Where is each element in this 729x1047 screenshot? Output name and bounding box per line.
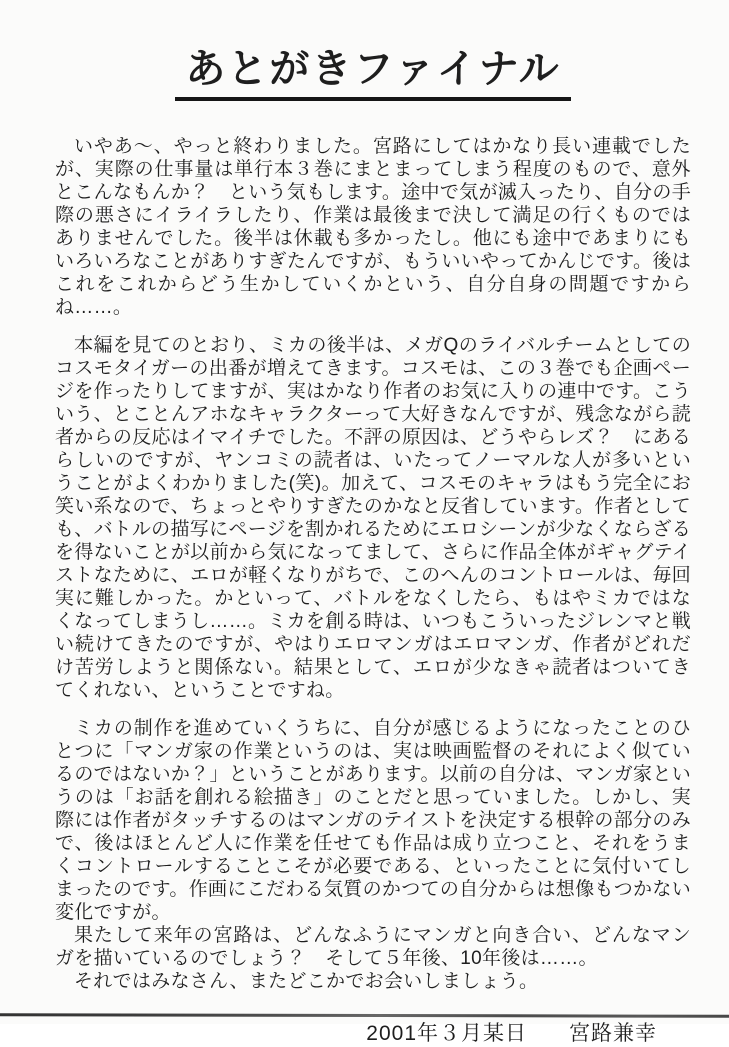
title-block xyxy=(55,46,691,101)
paragraph-group xyxy=(55,135,691,319)
page-title: あとがきファイナル xyxy=(175,46,570,101)
paragraph-group xyxy=(55,717,691,993)
body-paragraph: いやあ～、やっと終わりました。宮路にしてはかなり長い連載でしたが、実際の仕事量は単行本３巻にまとまってしまう程度のもので、意外とこんなもんか？ という気もします。途中で気が滅入ったり、自分の手際の悪さにイライラしたり、作業は最後まで決して満足の行くものではありませんでした。後半は休載も多かったし。他にも途中であまりにもいろいろなことがありすぎたんですが、もういいやってかんじです。後はこれをこれからどう生かしていくかという、自分自身の問題ですからね……。 xyxy=(55,136,691,318)
body-paragraph: 果たして来年の宮路は、どんなふうにマンガと向き合い、どんなマンガを描いているのでしょう？ そして５年後、10年後は……。 xyxy=(55,925,691,969)
signature-author: 宮路兼幸 xyxy=(569,1022,657,1045)
afterword-body xyxy=(55,135,691,993)
body-paragraph: ミカの制作を進めていくうちに、自分が感じるようになったことのひとつに「マンガ家の作業というのは、実は映画監督のそれによく似ているのではないか？」ということがあります。以前の自分は、マンガ家というのは「お話を創れる絵描き」のことだと思っていました。しかし、実際には作者がタッチするのはマンガのテイストを決定する根幹の部分のみで、後はほとんど人に作業を任せても作品は成り立つこと、それをうまくコントロールすることこそが必要である、といったことに気付いてしまったのです。作画にこだわる気質のかつての自分からは想像もつかない変化ですが。 xyxy=(55,718,691,923)
body-paragraph: それではみなさん、またどこかでお会いしましょう。 xyxy=(74,971,539,992)
signature-line xyxy=(55,1017,691,1047)
body-paragraph: 本編を見てのとおり、ミカの後半は、メガQのライバルチームとしてのコスモタイガーの出番が増えてきます。コスモは、この３巻でも企画ページを作ったりしてますが、実はかなり作者のお気に入りの連中です。こういう、とことんアホなキャラクターって大好きなんですが、残念ながら読者からの反応はイマイチでした。不評の原因は、どうやらレズ？ にあるらしいのですが、ヤンコミの読者は、いたってノーマルな人が多いということがよくわかりました(笑)。加えて、コスモのキャラはもう完全にお笑い系なので、ちょっとやりすぎたのかなと反省しています。作者としても、バトルの描写にページを割かれるためにエロシーンが少なくならざるを得ないことが以前から気になってまして、さらに作品全体がギャグテイストなために、エロが軽くなりがちで、このへんのコントロールは、毎回実に難しかった。かといって、バトルをなくしたら、もはやミカではなくなってしまうし……。ミカを創る時は、いつもこういったジレンマと戦い続けてきたのですが、やはりエロマンガはエロマンガ、作者がどれだけ苦労しようと関係ない。結果として、エロが少なきゃ読者はついてきてくれない、ということですね。 xyxy=(55,335,691,701)
paragraph-group xyxy=(55,334,691,702)
signature-date: 2001年３月某日 xyxy=(366,1022,527,1045)
